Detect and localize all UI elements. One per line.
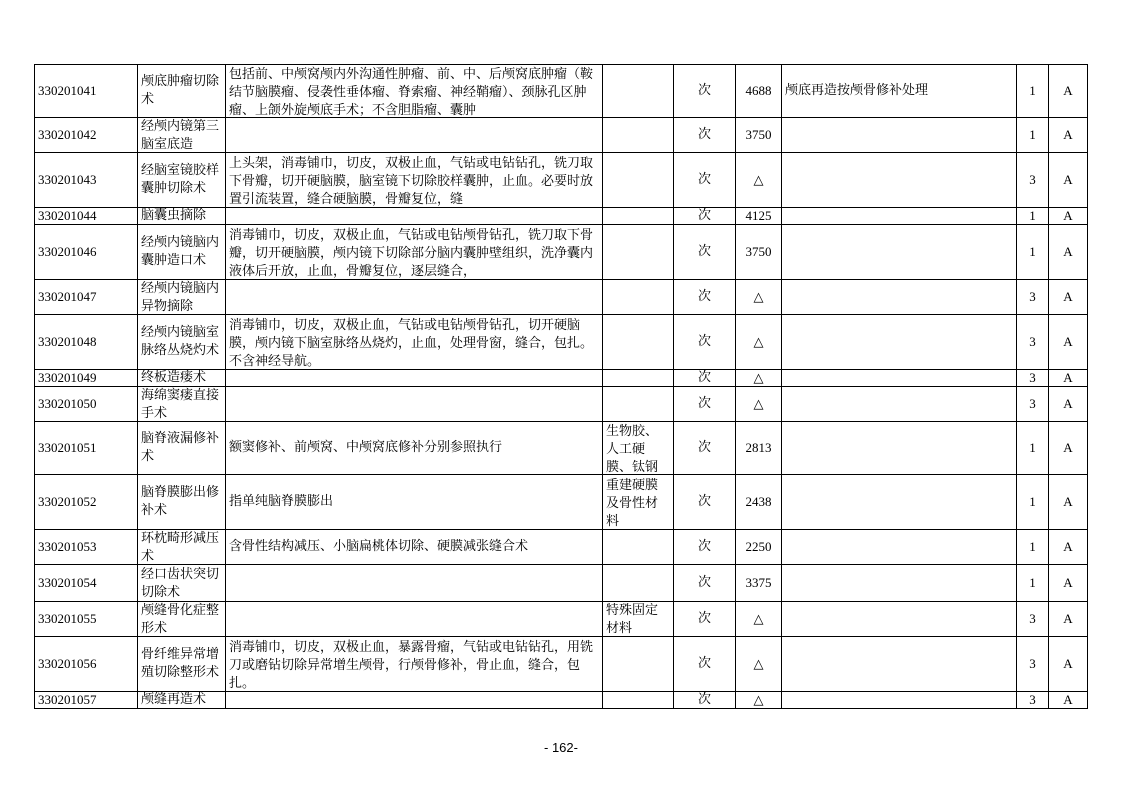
item-name-cell <box>138 118 226 153</box>
table-row <box>35 153 1088 208</box>
item-name: 颅缝再造术 <box>141 692 207 707</box>
item-class-cell <box>1017 65 1049 118</box>
item-code: 330201049 <box>38 370 97 385</box>
item-content-cell <box>226 422 603 475</box>
item-grade: A <box>1063 83 1073 98</box>
item-name-cell <box>138 153 226 208</box>
item-content-cell <box>226 387 603 422</box>
item-exclusion-cell <box>603 637 674 692</box>
item-grade: A <box>1063 396 1073 411</box>
item-price-cell <box>736 530 782 565</box>
item-code-cell <box>35 118 138 153</box>
item-name-cell <box>138 637 226 692</box>
table-row <box>35 118 1088 153</box>
item-class-cell <box>1017 530 1049 565</box>
item-unit: 次 <box>697 440 711 455</box>
item-name: 经颅内镜脑内异物摘除 <box>141 281 220 314</box>
item-code: 330201046 <box>38 244 97 259</box>
item-name: 经颅内镜脑内囊肿造口术 <box>141 235 220 268</box>
item-class-cell <box>1017 280 1049 315</box>
item-class: 1 <box>1029 244 1036 259</box>
item-code-cell <box>35 475 138 530</box>
item-content: 包括前、中颅窝颅内外沟通性肿瘤、前、中、后颅窝底肿瘤（鞍结节脑膜瘤、侵袭性垂体瘤、脊索瘤、神经鞘瘤）、颈脉孔区肿瘤、上颌外旋颅底手术；不含胆脂瘤、囊肿 <box>229 66 594 117</box>
item-price: △ <box>753 334 764 349</box>
item-name-cell <box>138 387 226 422</box>
item-code: 330201044 <box>38 208 97 223</box>
table-row <box>35 225 1088 280</box>
table-row <box>35 565 1088 602</box>
item-price: 4125 <box>745 208 772 223</box>
item-grade: A <box>1063 334 1073 349</box>
item-code-cell <box>35 530 138 565</box>
item-grade-cell <box>1049 280 1088 315</box>
item-code: 330201048 <box>38 334 97 349</box>
table-row <box>35 370 1088 387</box>
item-note-cell <box>782 637 1017 692</box>
item-grade-cell <box>1049 565 1088 602</box>
item-grade: A <box>1063 692 1073 707</box>
item-class: 1 <box>1029 83 1036 98</box>
table-row <box>35 208 1088 225</box>
item-price-cell <box>736 118 782 153</box>
item-unit: 次 <box>697 127 711 142</box>
item-code-cell <box>35 565 138 602</box>
item-name: 海绵窦瘘直接手术 <box>141 388 220 421</box>
item-unit: 次 <box>697 172 711 187</box>
item-code-cell <box>35 315 138 370</box>
fee-schedule-table <box>34 64 1088 709</box>
item-name: 环枕畸形减压术 <box>141 531 220 564</box>
item-unit-cell <box>674 65 736 118</box>
item-class: 1 <box>1029 208 1036 223</box>
item-note-cell <box>782 118 1017 153</box>
item-grade: A <box>1063 208 1073 223</box>
item-note-cell <box>782 280 1017 315</box>
item-class: 3 <box>1029 289 1036 304</box>
item-code-cell <box>35 153 138 208</box>
item-name: 颅缝骨化症整形术 <box>141 603 220 636</box>
item-content: 消毒铺巾，切皮，双极止血，气钻或电钻颅骨钻孔，切开硬脑膜，颅内镜下脑室脉络丛烧灼，止血，处理骨窗，缝合，包扎。不含神经导航。 <box>229 317 594 368</box>
item-price: △ <box>753 289 764 304</box>
item-grade: A <box>1063 539 1073 554</box>
item-price-cell <box>736 692 782 709</box>
item-name-cell <box>138 422 226 475</box>
item-exclusion-cell <box>603 602 674 637</box>
item-class: 1 <box>1029 440 1036 455</box>
item-unit: 次 <box>697 494 711 509</box>
item-unit: 次 <box>697 370 711 385</box>
item-unit-cell <box>674 387 736 422</box>
item-unit-cell <box>674 692 736 709</box>
item-name: 骨纤维异常增殖切除整形术 <box>141 647 220 680</box>
item-code: 330201055 <box>38 611 97 626</box>
item-name-cell <box>138 208 226 225</box>
item-exclusion-cell <box>603 565 674 602</box>
item-class: 3 <box>1029 370 1036 385</box>
item-name: 经口齿状突切切除术 <box>141 567 220 600</box>
item-name-cell <box>138 475 226 530</box>
table-row <box>35 387 1088 422</box>
item-class: 1 <box>1029 494 1036 509</box>
item-grade-cell <box>1049 118 1088 153</box>
item-code: 330201054 <box>38 575 97 590</box>
item-grade: A <box>1063 370 1073 385</box>
item-unit-cell <box>674 370 736 387</box>
item-code: 330201057 <box>38 692 97 707</box>
item-unit-cell <box>674 422 736 475</box>
item-class: 3 <box>1029 396 1036 411</box>
item-content-cell <box>226 370 603 387</box>
item-grade: A <box>1063 172 1073 187</box>
item-code-cell <box>35 387 138 422</box>
item-grade-cell <box>1049 153 1088 208</box>
item-price-cell <box>736 225 782 280</box>
item-name-cell <box>138 565 226 602</box>
item-name: 终板造瘘术 <box>141 370 207 385</box>
item-note-cell <box>782 208 1017 225</box>
item-content-cell <box>226 280 603 315</box>
item-unit: 次 <box>697 539 711 554</box>
item-grade: A <box>1063 127 1073 142</box>
item-grade-cell <box>1049 208 1088 225</box>
item-class-cell <box>1017 153 1049 208</box>
item-exclusion-cell <box>603 280 674 315</box>
table-body <box>35 65 1088 709</box>
item-content-cell <box>226 225 603 280</box>
item-unit-cell <box>674 225 736 280</box>
item-unit: 次 <box>697 334 711 349</box>
item-content-cell <box>226 565 603 602</box>
item-code-cell <box>35 65 138 118</box>
item-unit: 次 <box>697 611 711 626</box>
item-content-cell <box>226 153 603 208</box>
item-grade: A <box>1063 611 1073 626</box>
item-grade: A <box>1063 244 1073 259</box>
item-note-cell <box>782 225 1017 280</box>
table-row <box>35 422 1088 475</box>
item-name-cell <box>138 280 226 315</box>
table-row <box>35 280 1088 315</box>
item-note-cell <box>782 370 1017 387</box>
item-unit: 次 <box>697 208 711 223</box>
item-class: 3 <box>1029 656 1036 671</box>
item-class-cell <box>1017 225 1049 280</box>
item-code: 330201042 <box>38 127 97 142</box>
item-price-cell <box>736 370 782 387</box>
item-exclusion-cell <box>603 475 674 530</box>
item-grade: A <box>1063 656 1073 671</box>
item-name: 经脑室镜胶样囊肿切除术 <box>141 163 220 196</box>
item-exclusion: 生物胶、人工硬膜、钛钢 <box>606 423 659 474</box>
item-grade: A <box>1063 289 1073 304</box>
item-content-cell <box>226 315 603 370</box>
item-price: △ <box>753 396 764 411</box>
item-price-cell <box>736 637 782 692</box>
item-price-cell <box>736 153 782 208</box>
item-class-cell <box>1017 208 1049 225</box>
item-class: 3 <box>1029 172 1036 187</box>
item-class-cell <box>1017 315 1049 370</box>
item-exclusion-cell <box>603 65 674 118</box>
item-price-cell <box>736 65 782 118</box>
item-grade-cell <box>1049 637 1088 692</box>
item-note-cell <box>782 387 1017 422</box>
item-price: 2250 <box>745 539 772 554</box>
item-price-cell <box>736 387 782 422</box>
item-content-cell <box>226 65 603 118</box>
item-grade-cell <box>1049 530 1088 565</box>
item-exclusion-cell <box>603 422 674 475</box>
item-name-cell <box>138 65 226 118</box>
item-class: 1 <box>1029 575 1036 590</box>
item-content: 上头架，消毒铺巾，切皮，双极止血，气钻或电钻钻孔，铣刀取下骨瓣，切开硬脑膜，脑室镜下切除胶样囊肿，止血。必要时放置引流装置，缝合硬脑膜，骨瓣复位，缝 <box>229 155 594 206</box>
item-price: 4688 <box>745 83 772 98</box>
item-grade-cell <box>1049 315 1088 370</box>
item-price: 2813 <box>745 440 772 455</box>
page-number: - 162- <box>544 740 578 755</box>
item-note-cell <box>782 153 1017 208</box>
item-price: △ <box>753 172 764 187</box>
table-row <box>35 530 1088 565</box>
item-class-cell <box>1017 565 1049 602</box>
item-price: 3375 <box>745 575 772 590</box>
item-exclusion-cell <box>603 315 674 370</box>
item-grade: A <box>1063 440 1073 455</box>
item-price-cell <box>736 280 782 315</box>
item-unit: 次 <box>697 289 711 304</box>
item-content-cell <box>226 692 603 709</box>
item-content-cell <box>226 602 603 637</box>
item-unit-cell <box>674 530 736 565</box>
item-note: 颅底再造按颅骨修补处理 <box>785 83 929 98</box>
item-note-cell <box>782 530 1017 565</box>
item-price: 3750 <box>745 244 772 259</box>
item-exclusion: 重建硬膜及骨性材料 <box>606 477 659 528</box>
item-code: 330201056 <box>38 656 97 671</box>
item-exclusion-cell <box>603 153 674 208</box>
item-unit: 次 <box>697 244 711 259</box>
item-content: 额窦修补、前颅窝、中颅窝底修补分别参照执行 <box>229 440 503 455</box>
item-grade: A <box>1063 494 1073 509</box>
item-note-cell <box>782 65 1017 118</box>
item-code-cell <box>35 370 138 387</box>
item-unit: 次 <box>697 396 711 411</box>
item-unit-cell <box>674 153 736 208</box>
item-exclusion: 特殊固定材料 <box>606 603 659 636</box>
item-note-cell <box>782 602 1017 637</box>
item-class-cell <box>1017 637 1049 692</box>
item-code: 330201041 <box>38 83 97 98</box>
item-content: 消毒铺巾，切皮，双极止血，气钻或电钻颅骨钻孔，铣刀取下骨瓣，切开硬脑膜，颅内镜下切除部分脑内囊肿壁组织，洗净囊内液体后开放，止血，骨瓣复位，逐层缝合， <box>229 227 594 278</box>
item-exclusion-cell <box>603 692 674 709</box>
table-row <box>35 602 1088 637</box>
item-code-cell <box>35 225 138 280</box>
item-unit: 次 <box>697 692 711 707</box>
item-unit-cell <box>674 475 736 530</box>
item-unit-cell <box>674 315 736 370</box>
item-class-cell <box>1017 422 1049 475</box>
item-name: 经颅内镜第三脑室底造 <box>141 119 220 152</box>
item-code-cell <box>35 280 138 315</box>
item-unit: 次 <box>697 575 711 590</box>
item-exclusion-cell <box>603 530 674 565</box>
item-name-cell <box>138 530 226 565</box>
item-class: 3 <box>1029 334 1036 349</box>
item-code-cell <box>35 637 138 692</box>
item-name: 脑脊液漏修补术 <box>141 431 220 464</box>
item-unit-cell <box>674 280 736 315</box>
item-grade-cell <box>1049 65 1088 118</box>
item-price: 2438 <box>745 494 772 509</box>
item-unit-cell <box>674 565 736 602</box>
item-price: △ <box>753 692 764 707</box>
item-name-cell <box>138 602 226 637</box>
item-content-cell <box>226 475 603 530</box>
item-name-cell <box>138 315 226 370</box>
item-class-cell <box>1017 692 1049 709</box>
item-code-cell <box>35 208 138 225</box>
item-content-cell <box>226 530 603 565</box>
item-grade-cell <box>1049 370 1088 387</box>
item-exclusion-cell <box>603 118 674 153</box>
item-class: 1 <box>1029 539 1036 554</box>
item-unit-cell <box>674 602 736 637</box>
item-exclusion-cell <box>603 225 674 280</box>
item-price-cell <box>736 422 782 475</box>
item-code: 330201053 <box>38 539 97 554</box>
item-class-cell <box>1017 118 1049 153</box>
item-grade-cell <box>1049 602 1088 637</box>
item-price-cell <box>736 208 782 225</box>
item-name-cell <box>138 225 226 280</box>
item-code: 330201051 <box>38 440 97 455</box>
table-row <box>35 315 1088 370</box>
item-code-cell <box>35 602 138 637</box>
item-price-cell <box>736 602 782 637</box>
item-note-cell <box>782 475 1017 530</box>
item-class: 3 <box>1029 611 1036 626</box>
item-code: 330201047 <box>38 289 97 304</box>
table-row <box>35 637 1088 692</box>
item-price-cell <box>736 475 782 530</box>
item-content-cell <box>226 208 603 225</box>
item-code: 330201043 <box>38 172 97 187</box>
item-price: △ <box>753 656 764 671</box>
item-grade-cell <box>1049 387 1088 422</box>
item-price: 3750 <box>745 127 772 142</box>
item-unit-cell <box>674 637 736 692</box>
item-content: 含骨性结构减压、小脑扁桃体切除、硬膜减张缝合术 <box>229 539 529 554</box>
item-note-cell <box>782 565 1017 602</box>
item-code: 330201052 <box>38 494 97 509</box>
item-class-cell <box>1017 602 1049 637</box>
item-content-cell <box>226 637 603 692</box>
item-exclusion-cell <box>603 387 674 422</box>
item-unit-cell <box>674 208 736 225</box>
item-name: 颅底肿瘤切除术 <box>141 74 220 107</box>
item-grade-cell <box>1049 475 1088 530</box>
item-class-cell <box>1017 387 1049 422</box>
item-class-cell <box>1017 475 1049 530</box>
item-code: 330201050 <box>38 396 97 411</box>
item-name: 脑囊虫摘除 <box>141 208 207 223</box>
item-note-cell <box>782 692 1017 709</box>
item-unit: 次 <box>697 83 711 98</box>
item-price-cell <box>736 315 782 370</box>
item-price: △ <box>753 370 764 385</box>
item-class: 1 <box>1029 127 1036 142</box>
item-content: 消毒铺巾，切皮，双极止血，暴露骨瘤，气钻或电钻钻孔，用铣刀或磨钻切除异常增生颅骨，行颅骨修补，骨止血，缝合，包扎。 <box>229 639 594 690</box>
item-note-cell <box>782 422 1017 475</box>
item-price: △ <box>753 611 764 626</box>
item-price-cell <box>736 565 782 602</box>
table-row <box>35 475 1088 530</box>
item-content: 指单纯脑脊膜膨出 <box>229 494 334 509</box>
item-name: 脑脊膜膨出修补术 <box>141 485 220 518</box>
item-code-cell <box>35 422 138 475</box>
item-unit-cell <box>674 118 736 153</box>
table-row <box>35 65 1088 118</box>
item-code-cell <box>35 692 138 709</box>
item-name-cell <box>138 692 226 709</box>
item-class: 3 <box>1029 692 1036 707</box>
item-unit: 次 <box>697 656 711 671</box>
item-note-cell <box>782 315 1017 370</box>
item-content-cell <box>226 118 603 153</box>
item-class-cell <box>1017 370 1049 387</box>
table-row <box>35 692 1088 709</box>
item-name: 经颅内镜脑室脉络丛烧灼术 <box>141 325 220 358</box>
item-name-cell <box>138 370 226 387</box>
item-grade-cell <box>1049 692 1088 709</box>
item-grade-cell <box>1049 422 1088 475</box>
item-grade: A <box>1063 575 1073 590</box>
item-grade-cell <box>1049 225 1088 280</box>
item-exclusion-cell <box>603 208 674 225</box>
item-exclusion-cell <box>603 370 674 387</box>
